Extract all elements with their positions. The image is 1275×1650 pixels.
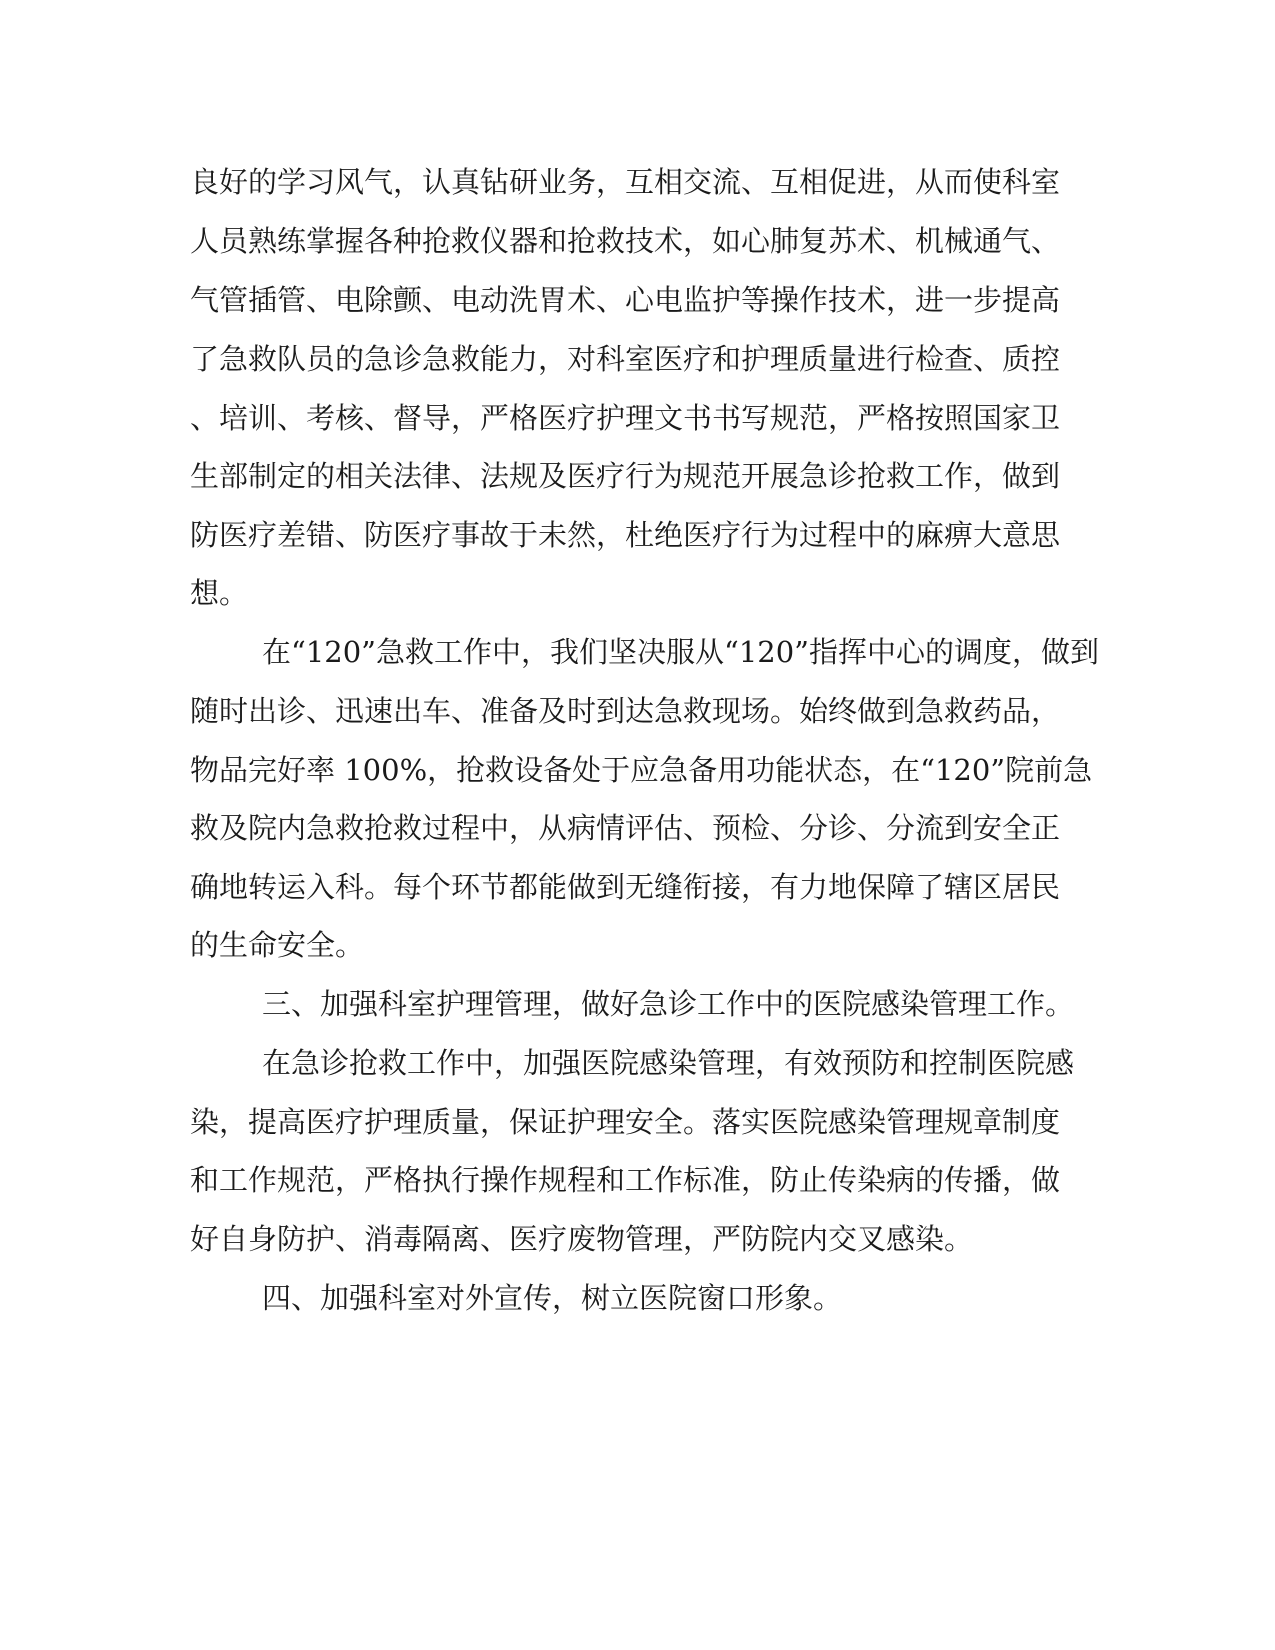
text-line: 良好的学习风气，认真钻研业务，互相交流、互相促进，从而使科室 bbox=[190, 165, 1061, 199]
section-heading: 三、加强科室护理管理，做好急诊工作中的医院感染管理工作。 bbox=[262, 987, 1075, 1021]
section-heading: 四、加强科室对外宣传，树立医院窗口形象。 bbox=[262, 1281, 843, 1315]
text-line: 气管插管、电除颤、电动洗胃术、心电监护等操作技术，进一步提高 bbox=[190, 283, 1061, 317]
text-line: 了急救队员的急诊急救能力，对科室医疗和护理质量进行检查、质控 bbox=[190, 342, 1061, 376]
paragraph-first-line: 在“120”急救工作中，我们坚决服从“120”指挥中心的调度，做到 bbox=[262, 635, 1100, 669]
text-line: 生部制定的相关法律、法规及医疗行为规范开展急诊抢救工作，做到 bbox=[190, 459, 1061, 493]
text-line: 随时出诊、迅速出车、准备及时到达急救现场。始终做到急救药品， bbox=[190, 694, 1061, 728]
text-line: 好自身防护、消毒隔离、医疗废物管理，严防院内交叉感染。 bbox=[190, 1222, 974, 1256]
paragraph-first-line: 在急诊抢救工作中，加强医院感染管理，有效预防和控制医院感 bbox=[262, 1046, 1075, 1080]
text-line: 人员熟练掌握各种抢救仪器和抢救技术，如心肺复苏术、机械通气、 bbox=[190, 224, 1061, 258]
text-line: 、培训、考核、督导，严格医疗护理文书书写规范，严格按照国家卫 bbox=[190, 401, 1061, 435]
text-line: 染，提高医疗护理质量，保证护理安全。落实医院感染管理规章制度 bbox=[190, 1105, 1061, 1139]
text-line: 和工作规范，严格执行操作规程和工作标准，防止传染病的传播，做 bbox=[190, 1163, 1061, 1197]
text-line: 确地转运入科。每个环节都能做到无缝衔接，有力地保障了辖区居民 bbox=[190, 870, 1061, 904]
text-line: 物品完好率 100%，抢救设备处于应急备用功能状态，在“120”院前急 bbox=[190, 753, 1093, 787]
text-line: 想。 bbox=[190, 576, 249, 610]
text-line: 防医疗差错、防医疗事故于未然，杜绝医疗行为过程中的麻痹大意思 bbox=[190, 518, 1061, 552]
text-line: 救及院内急救抢救过程中，从病情评估、预检、分诊、分流到安全正 bbox=[190, 811, 1061, 845]
text-line: 的生命安全。 bbox=[190, 928, 365, 962]
